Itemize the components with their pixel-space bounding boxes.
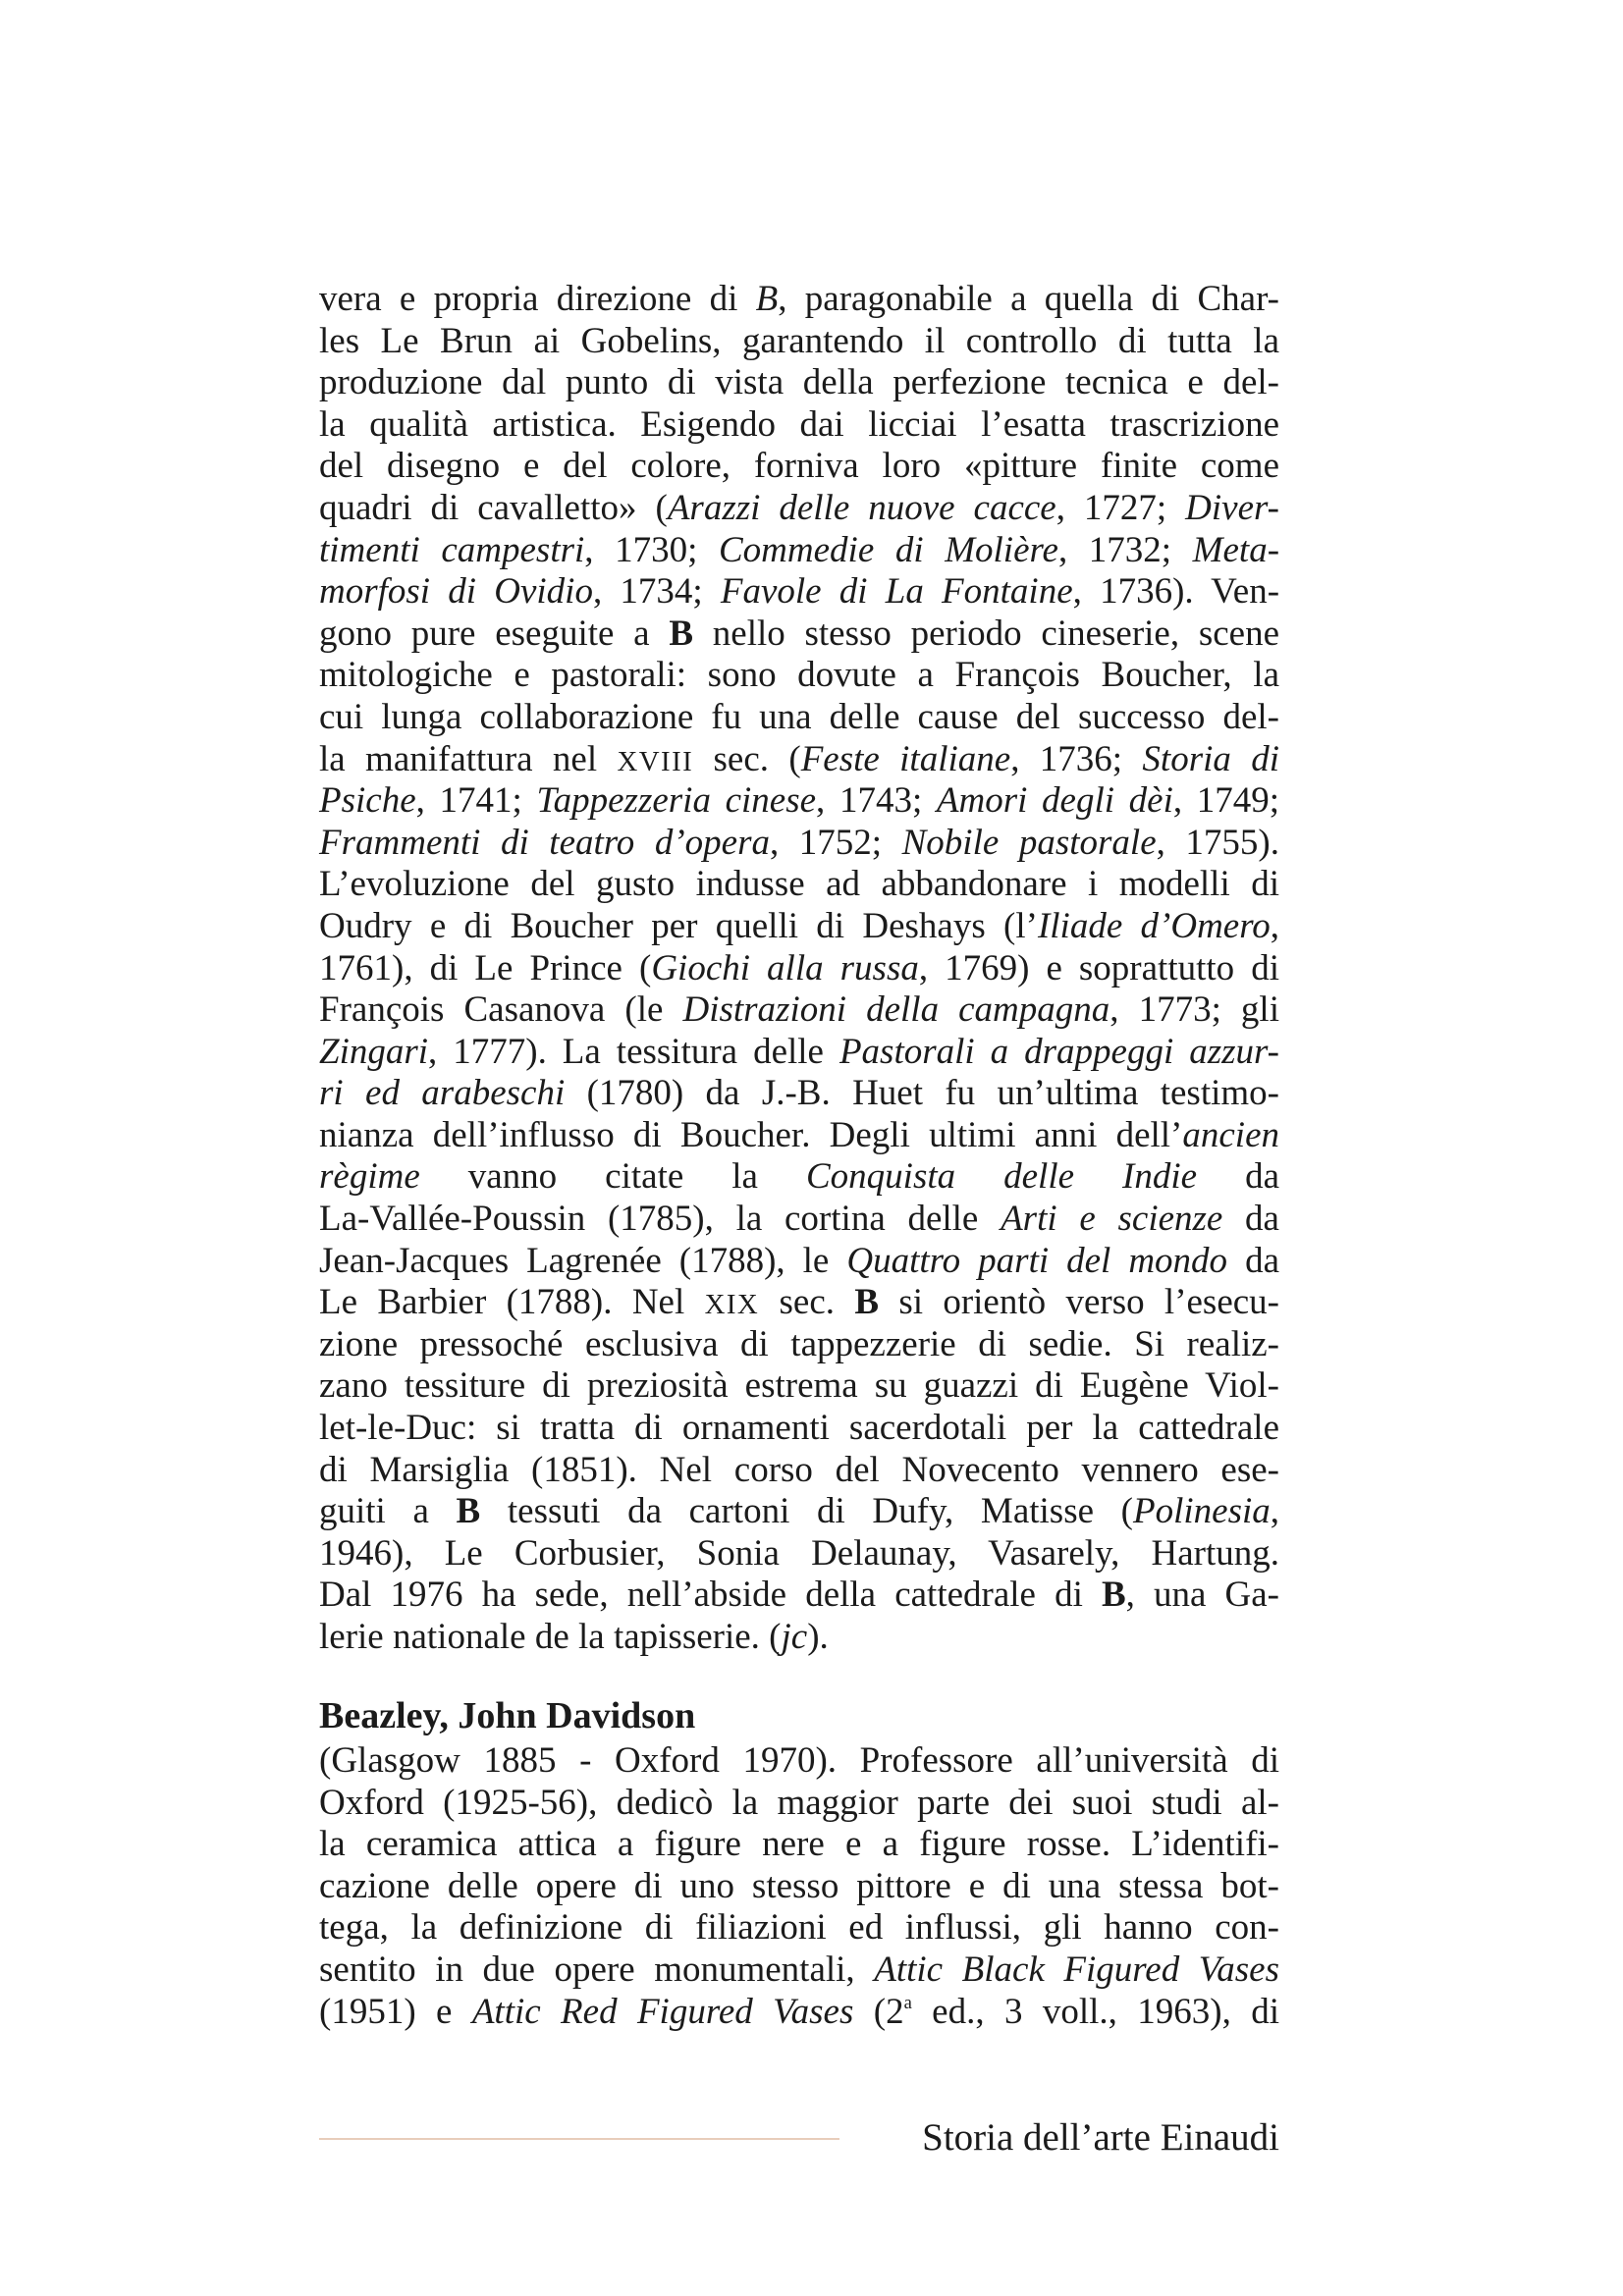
text-line: Oxford (1925-56), dedicò la maggior parte dei suoi studi al- <box>319 1782 1279 1823</box>
footer-divider <box>319 2138 839 2140</box>
main-text-block <box>319 279 1279 1659</box>
text-line: zano tessiture di preziosità estrema su guazzi di Eugène Viol- <box>319 1365 1279 1407</box>
text-line: vera e propria direzione di B, paragonabile a quella di Char- <box>319 279 1279 319</box>
text-line: mitologiche e pastorali: sono dovute a François Boucher, la <box>319 655 1279 696</box>
text-line: 1946), Le Corbusier, Sonia Delaunay, Vasarely, Hartung. <box>319 1532 1279 1574</box>
text-line: tega, la definizione di filiazioni ed influssi, gli hanno con- <box>319 1907 1279 1949</box>
text-line: les Le Brun ai Gobelins, garantendo il controllo di tutta la <box>319 320 1279 361</box>
text-line: Frammenti di teatro d’opera, 1752; Nobile pastorale, 1755). <box>319 822 1279 863</box>
text-line: let-le-Duc: si tratta di ornamenti sacerdotali per la cattedrale <box>319 1408 1279 1449</box>
text-line: di Marsiglia (1851). Nel corso del Novecento vennero ese- <box>319 1449 1279 1490</box>
text-line: Psiche, 1741; Tappezzeria cinese, 1743; Amori degli dèi, 1749; <box>319 780 1280 822</box>
text-line: la ceramica attica a figure nere e a figure rosse. L’identifi- <box>319 1824 1279 1865</box>
text-line: cazione delle opere di uno stesso pittore e di una stessa bot- <box>319 1865 1279 1906</box>
text-line: Le Barbier (1788). Nel XIX sec. B si orientò verso l’esecu- <box>319 1282 1279 1323</box>
text-line: nianza dell’influsso di Boucher. Degli ultimi anni dell’ancien <box>319 1114 1279 1155</box>
entry-title: Beazley, John Davidson <box>319 1695 696 1736</box>
text-line: morfosi di Ovidio, 1734; Favole di La Fontaine, 1736). Ven- <box>319 571 1280 613</box>
text-line: règime vanno citate la Conquista delle Indie da <box>319 1156 1279 1198</box>
text-line: (1951) e Attic Red Figured Vases (2$^a$ ed., 3 voll., 1963), di <box>319 1991 1279 2032</box>
text-line: François Casanova (le Distrazioni della campagna, 1773; gli <box>319 989 1279 1031</box>
text-line: la qualità artistica. Esigendo dai licciai l’esatta trascrizione <box>319 403 1279 445</box>
text-line: L’evoluzione del gusto indusse ad abbandonare i modelli di <box>319 864 1279 905</box>
text-line: timenti campestri, 1730; Commedie di Molière, 1732; Meta- <box>319 529 1280 570</box>
text-line: Oudry e di Boucher per quelli di Deshays (l’Iliade d’Omero, <box>319 905 1279 946</box>
text-line: cui lunga collaborazione fu una delle cause del successo del- <box>319 696 1279 737</box>
text-line: 1761), di Le Prince (Giochi alla russa, 1769) e soprattutto di <box>319 947 1279 988</box>
footer-publisher: Storia dell’arte Einaudi <box>922 2116 1279 2159</box>
entry-beazley <box>319 1691 1279 2033</box>
text-line: Zingari, 1777). La tessitura delle Pastorali a drappeggi azzur- <box>319 1031 1279 1072</box>
text-line: Dal 1976 ha sede, nell’abside della cattedrale di B, una Ga- <box>319 1575 1280 1616</box>
text-line: gono pure eseguite a B nello stesso periodo cineserie, scene <box>319 613 1279 654</box>
text-line: sentito in due opere monumentali, Attic Black Figured Vases <box>319 1949 1279 1990</box>
text-line: guiti a B tessuti da cartoni di Dufy, Matisse (Polinesia, <box>319 1491 1279 1532</box>
text-line: Jean-Jacques Lagrenée (1788), le Quattro parti del mondo da <box>319 1240 1279 1281</box>
text-line: La-Vallée-Poussin (1785), la cortina delle Arti e scienze da <box>319 1199 1279 1240</box>
text-line: zione pressoché esclusiva di tappezzerie di sedie. Si realiz- <box>319 1323 1279 1364</box>
text-line: ri ed arabeschi (1780) da J.-B. Huet fu un’ultima testimo- <box>319 1073 1279 1114</box>
text-line: del disegno e del colore, forniva loro «pitture finite come <box>319 446 1279 487</box>
text-line: quadri di cavalletto» (Arazzi delle nuove cacce, 1727; Diver- <box>319 487 1279 528</box>
text-line: produzione dal punto di vista della perfezione tecnica e del- <box>319 362 1279 403</box>
text-line: la manifattura nel XVIII sec. (Feste italiane, 1736; Storia di <box>319 738 1279 779</box>
text-line: (Glasgow 1885 - Oxford 1970). Professore all’università di <box>319 1740 1279 1781</box>
text-line: lerie nationale de la tapisserie. (jc). <box>319 1617 829 1657</box>
